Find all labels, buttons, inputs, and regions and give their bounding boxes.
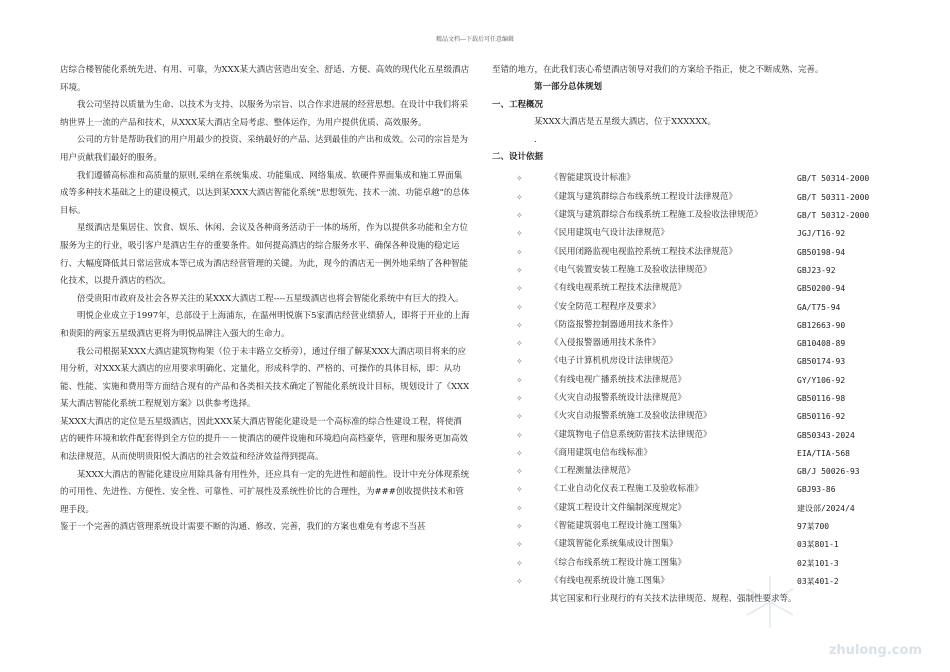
standard-code: GBJ93-86	[797, 485, 836, 495]
standard-code: GB/J 50026-93	[797, 467, 860, 477]
standard-item	[492, 262, 892, 280]
standard-item	[492, 463, 892, 481]
standard-item	[492, 427, 892, 445]
paragraph: 店综合楼智能化系统先进、有用、可靠，为XXX某大酒店营造出安全、舒适、方便、高效的现代化五星级酒店环境。	[60, 65, 470, 93]
standard-item	[492, 317, 892, 335]
overview-dot: .	[534, 134, 537, 145]
standard-code: EIA/TIA-568	[797, 448, 850, 458]
standard-name: 《建筑智能化系统集成设计图集》	[550, 539, 678, 550]
standard-item	[492, 225, 892, 243]
standard-item	[492, 335, 892, 353]
standard-name: 《综合布线系统工程设计施工图集》	[550, 557, 687, 568]
part-title: 第一部分总体规划	[534, 82, 603, 93]
standard-name: 《建筑与建筑群综合布线系统工程设计法律规范》	[550, 191, 738, 202]
standard-item	[492, 500, 892, 518]
standard-name: 《火灾自动报警系统施工及验收法律规范》	[550, 411, 712, 422]
standard-item	[492, 280, 892, 298]
standard-item	[492, 536, 892, 554]
standard-code: GB/T 50312-2000	[797, 211, 870, 221]
standard-code: GB50198-94	[797, 247, 846, 257]
standard-name: 《建筑工程设计文件编制深度规定》	[550, 502, 687, 513]
standard-item	[492, 372, 892, 390]
standard-name: 《入侵报警器通用技术条件》	[550, 338, 661, 349]
page-header: 精品文档---下载后可任意编辑	[435, 36, 515, 43]
standard-item	[492, 573, 892, 591]
diamond-bullet-icon: ✧	[516, 357, 523, 367]
paragraph: 鉴于一个完善的酒店管理系统设计需要不断的沟通、修改、完善，我们的方案也难免有考虑不当甚	[60, 522, 426, 533]
standard-name: 《智能建筑设计标准》	[550, 173, 636, 184]
paragraph: 某XXX大酒店的定位是五星级酒店，因此XXX某大酒店智能化建设是一个高标准的综合性建设工程，将使酒店的硬件环境和软件配套得到全方位的提升－－使酒店的硬件设施和环境趋向高档豪华，管理和服务更加高效和法律规范，从而使明贵阳悦大酒店的社会效益和经济效益得到提高。	[60, 416, 469, 463]
standard-item	[492, 353, 892, 371]
paragraph: 我公司根据某XXX大酒店建筑物构架（位于未丰路立交桥旁），通过仔细了解某XXX大酒店项目将来的应用分析，对XXX某大酒店的应用要求明确化、定量化，形成科学的、严格的、可操作的具体目标，即：从功能、性能、实施和费用等方面结合现有的产品和各类相关技术确定了智能化系统设计目标，规划设计了《XXX某大酒店智能化系统工程规划方案》以供参考选择。	[60, 346, 470, 410]
standard-name: 《民用闭路监视电视监控系统工程技术法律规范》	[550, 246, 738, 257]
standard-code: GBJ23-92	[797, 265, 836, 275]
standard-item	[492, 390, 892, 408]
standard-name: 《有线电视广播系统技术法律规范》	[550, 374, 687, 385]
standard-item	[492, 170, 892, 188]
diamond-bullet-icon: ✧	[516, 284, 523, 294]
left-column	[60, 62, 470, 537]
standard-code: GB/T 50314-2000	[797, 174, 870, 184]
standard-name: 《有线电视系统设计施工图集》	[550, 575, 670, 586]
section-title-overview: 一、工程概况	[492, 99, 544, 110]
standard-item	[492, 518, 892, 536]
paragraph: 明悦企业成立于1997年，总部设于上海浦东，在温州明悦旗下5家酒店经营业绩骄人，即将于开业的上海和贵阳的两家五星级酒店更将为明悦品牌注入强大的生命力。	[60, 311, 470, 339]
diamond-bullet-icon: ✧	[516, 576, 523, 586]
diamond-bullet-icon: ✧	[516, 467, 523, 477]
diamond-bullet-icon: ✧	[516, 211, 523, 221]
standard-name: 《民用建筑电气设计法律规范》	[550, 228, 670, 239]
diamond-bullet-icon: ✧	[516, 540, 523, 550]
paragraph: 星级酒店是集居住、饮食、娱乐、休闲、会议及各种商务活动于一体的场所，作为以提供多功能和全方位服务为主的行业，吸引客户是酒店生存的重要条件。如何提高酒店的综合服务水平、确保各种设施的稳定运行、大幅度降低其日常运营成本等已成为酒店经营管理的关键。为此，现今的酒店无一例外地采纳了各种智能化技术，以提升酒店的档次。	[60, 223, 469, 287]
standard-name: 《火灾自动报警系统设计法律规范》	[550, 392, 687, 403]
diamond-bullet-icon: ✧	[516, 393, 523, 403]
diamond-bullet-icon: ✧	[516, 320, 523, 330]
standard-name: 《安全防范工程程序及要求》	[550, 301, 661, 312]
standard-code: GY/Y106-92	[797, 375, 846, 385]
snowflake-watermark-icon	[740, 572, 800, 632]
standard-name: 《电气装置安装工程施工及验收法律规范》	[550, 264, 712, 275]
diamond-bullet-icon: ✧	[516, 503, 523, 513]
closing-text: 其它国家和行业现行的有关技术法律规范、规程、强制性要求等。	[550, 594, 797, 605]
diamond-bullet-icon: ✧	[516, 558, 523, 568]
diamond-bullet-icon: ✧	[516, 412, 523, 422]
diamond-bullet-icon: ✧	[516, 522, 523, 532]
standard-code: GB/T 50311-2000	[797, 192, 870, 202]
diamond-bullet-icon: ✧	[516, 265, 523, 275]
standard-code: GB50200-94	[797, 284, 846, 294]
paragraph: 我公司坚持以质量为生命、以技术为支持、以服务为宗旨、以合作求进展的经营思想。在设计中我们将采纳世界上一流的产品和技术，从XXX某大酒店全局考虑、整体运作，为用户提供优质、高效服务。	[60, 100, 469, 128]
right-column	[492, 62, 892, 609]
standard-item	[492, 445, 892, 463]
diamond-bullet-icon: ✧	[516, 247, 523, 257]
standard-name: 《建筑与建筑群综合布线系统工程施工及验收法律规范》	[550, 210, 763, 221]
standard-code: GB50343-2024	[797, 430, 855, 440]
paragraph: 公司的方针是帮助我们的用户用最少的投资、采纳最好的产品、达到最佳的产出和成效。公司的宗旨是为用户贡献我们最好的服务。	[60, 135, 469, 163]
diamond-bullet-icon: ✧	[516, 430, 523, 440]
standard-code: 02某101-3	[797, 558, 839, 568]
intro-text: 至错的地方，在此我们衷心希望酒店领导对我们的方案给予指正，使之不断成熟、完善。	[492, 65, 824, 75]
standard-name: 《建筑物电子信息系统防雷技术法律规范》	[550, 429, 712, 440]
paragraph: 倍受贵阳市政府及社会各界关注的某XXX大酒店工程----五星级酒店也将会智能化系统中有巨大的投入。	[77, 293, 464, 304]
standard-item	[492, 244, 892, 262]
diamond-bullet-icon: ✧	[516, 375, 523, 385]
standard-code: GB50116-92	[797, 412, 846, 422]
overview-text: 某XXX大酒店是五星级大酒店，位于XXXXXX。	[534, 117, 716, 128]
diamond-bullet-icon: ✧	[516, 339, 523, 349]
standard-code: GB50116-98	[797, 393, 846, 403]
diamond-bullet-icon: ✧	[516, 485, 523, 495]
standard-item	[492, 555, 892, 573]
standard-name: 《防盗报警控制器通用技术条件》	[550, 319, 678, 330]
standard-item	[492, 299, 892, 317]
standard-item	[492, 481, 892, 499]
section-title-basis: 二、设计依据	[492, 152, 544, 163]
site-watermark: zhulong.com	[828, 643, 922, 658]
standard-item	[492, 189, 892, 207]
diamond-bullet-icon: ✧	[516, 229, 523, 239]
standard-name: 《商用建筑电信布线标准》	[550, 447, 653, 458]
paragraph: 我们遵循高标准和高质量的原则,采纳在系统集成、功能集成、网络集成、软硬件界面集成和施工界面集成等多种技术基础之上的建设模式，以达到某XXX大酒店智能化系统“思想领先、技术一流、功能卓越”的总体目标。	[60, 170, 470, 216]
standard-code: GA/T75-94	[797, 302, 841, 312]
standard-name: 《有线电视系统工程技术法律规范》	[550, 283, 687, 294]
standards-list	[492, 170, 892, 591]
standard-item	[492, 408, 892, 426]
standard-name: 《工程测量法律规范》	[550, 466, 636, 477]
standard-item	[492, 207, 892, 225]
diamond-bullet-icon: ✧	[516, 174, 523, 184]
standard-code: 建设部/2024/4	[797, 503, 855, 513]
standard-code: 03某801-1	[797, 540, 839, 550]
standard-code: 03某401-2	[797, 576, 839, 586]
standard-code: JGJ/T16-92	[797, 229, 846, 239]
standard-name: 《电子计算机机房设计法律规范》	[550, 356, 678, 367]
diamond-bullet-icon: ✧	[516, 448, 523, 458]
standard-name: 《智能建筑弱电工程设计施工图集》	[550, 521, 687, 532]
paragraph: 某XXX大酒店的智能化建设应用除具备有用性外，还应具有一定的先进性和超前性。设计中充分体现系统的可用性、先进性、方便性、安全性、可靠性、可扩展性及系统性价比的合理性，为###创收提供技术和管理手段。	[60, 469, 470, 515]
standard-name: 《工业自动化仪表工程施工及验收标准》	[550, 484, 704, 495]
standard-code: GB12663-90	[797, 320, 846, 330]
diamond-bullet-icon: ✧	[516, 302, 523, 312]
standard-code: GB50174-93	[797, 357, 846, 367]
diamond-bullet-icon: ✧	[516, 192, 523, 202]
standard-code: GB10408-89	[797, 339, 846, 349]
standard-code: 97某700	[797, 522, 830, 532]
